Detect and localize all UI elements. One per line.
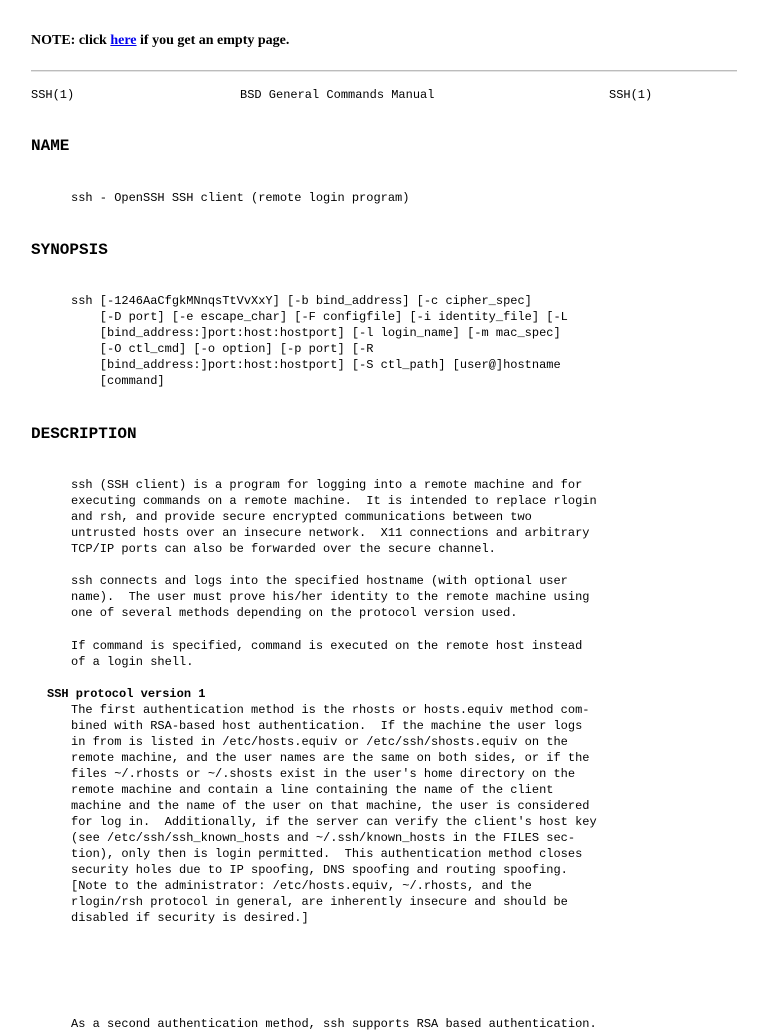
description-paragraph-2: ssh connects and logs into the specified hostname (with optional user name). The user must prove his/her identity to the remote machine using one of several methods depending on the protocol version used.	[71, 574, 590, 620]
synopsis-body: ssh [-1246AaCfgkMNnqsTtVvXxY] [-b bind_address] [-c cipher_spec] [-D port] [-e escape_char] [-F configfile] [-i identity_file] [-L [bind_address:]port:host:hostport] [-l login_name] [-m mac_spec] [-O ctl_cmd] [-o option] [-p port] [-R [bind_address:]port:host:hostport] [-S ctl_path] [user@]hostname [command]	[71, 294, 568, 388]
subsection-title-ssh-protocol-1: SSH protocol version 1	[47, 687, 206, 701]
manpage-header-right: SSH(1)	[609, 88, 653, 102]
section-title-description: DESCRIPTION	[31, 425, 137, 443]
description-cutoff-line: As a second authentication method, ssh supports RSA based authentication.	[71, 1017, 597, 1031]
note-prefix: NOTE: click	[31, 33, 111, 48]
here-link[interactable]: here	[110, 33, 137, 48]
horizontal-divider	[31, 70, 737, 72]
description-paragraph-3: If command is specified, command is executed on the remote host instead of a login shell.	[71, 639, 583, 669]
empty-page-note	[31, 31, 289, 51]
manpage-header-center: BSD General Commands Manual	[240, 88, 435, 102]
section-title-name: NAME	[31, 137, 70, 155]
subsection-body-ssh-protocol-1: The first authentication method is the rhosts or hosts.equiv method com- bined with RSA-based host authentication. If the machine the user logs in from is listed in /etc/hosts.equiv or /etc/ssh/shosts.equiv on the remote machine, and the user names are the same on both sides, or if the files ~/.rhosts or ~/.shosts exist in the user's home directory on the remote machine and contain a line containing the name of the client machine and the name of the user on that machine, the user is considered for log in. Additionally, if the server can verify the client's host key (see /etc/ssh/ssh_known_hosts and ~/.ssh/known_hosts in the FILES sec- tion), only then is login permitted. This authentication method closes security holes due to IP spoofing, DNS spoofing and routing spoofing. [Note to the administrator: /etc/hosts.equiv, ~/.rhosts, and the rlogin/rsh protocol in general, are inherently insecure and should be disabled if security is desired.]	[71, 703, 597, 925]
manpage-header-left: SSH(1)	[31, 88, 75, 102]
section-title-synopsis: SYNOPSIS	[31, 241, 108, 259]
note-suffix: if you get an empty page.	[136, 33, 290, 48]
name-body: ssh - OpenSSH SSH client (remote login program)	[71, 191, 410, 205]
description-paragraph-1: ssh (SSH client) is a program for logging into a remote machine and for executing commands on a remote machine. It is intended to replace rlogin and rsh, and provide secure encrypted communications between two untrusted hosts over an insecure network. X11 connections and arbitrary TCP/IP ports can also be forwarded over the secure channel.	[71, 478, 597, 556]
